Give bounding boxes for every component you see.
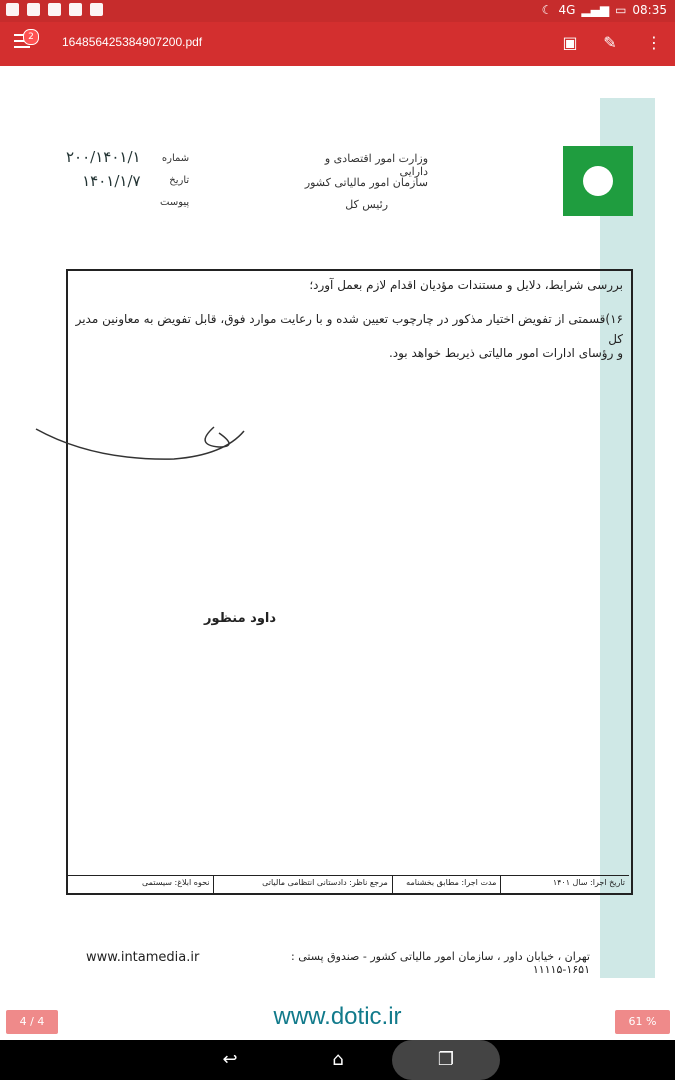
- moon-icon: ☾: [541, 3, 553, 17]
- document-title: 1648564253849072​00.pdf: [62, 35, 203, 49]
- back-icon[interactable]: ↩: [222, 1049, 238, 1070]
- network-type: 4G: [558, 3, 576, 17]
- notification-icons: [6, 3, 103, 16]
- letter-body: [66, 269, 633, 895]
- website-text: www.intamedia.ir: [86, 950, 200, 965]
- app-toolbar: [0, 22, 675, 66]
- pdf-page: [0, 66, 675, 1040]
- signer-name: داود منظور: [204, 611, 277, 626]
- pdf-viewer[interactable]: [0, 66, 675, 1040]
- site-watermark: www.dotic.ir: [273, 1003, 402, 1030]
- address-line: تهران ، خیابان داور ، سازمان امور مالیاتی کشور - صندوق پستی : ۱۶۵۱-۱۱۱۱۵: [291, 950, 590, 976]
- header-title: رئیس کل: [345, 198, 388, 211]
- organization-logo: [563, 146, 633, 216]
- system-status: [542, 3, 667, 17]
- home-icon[interactable]: ⌂: [332, 1049, 344, 1070]
- body-line-1: بررسی شرایط، دلایل و مستندات مؤدیان اقدام لازم بعمل آورد؛: [309, 278, 623, 292]
- meta-values: ۲۰۰/۱۴۰۱/۱ ۱۴۰۱/۱/۷: [66, 148, 141, 190]
- recent-apps-icon[interactable]: ❐: [437, 1049, 455, 1070]
- clock: 08:35: [632, 3, 667, 17]
- navigation-bar: [0, 1040, 675, 1080]
- header-organization: سازمان امور مالیاتی کشور: [304, 176, 428, 189]
- edit-pencil-icon[interactable]: ✎: [603, 33, 617, 52]
- page-indicator[interactable]: 4 / 4: [6, 1010, 58, 1034]
- notification-badge: 2: [23, 29, 39, 45]
- status-bar: [0, 0, 675, 22]
- meta-labels: شماره تاریخ پیوست: [160, 153, 190, 208]
- zoom-indicator[interactable]: 61 %: [615, 1010, 670, 1034]
- letter-footer: تاریخ اجرا: سال ۱۴۰۱ مدت اجرا: مطابق بخشنامه مرجع ناظر: دادستانی انتظامی مالیاتی نحوه ابلاغ: سیستمی: [66, 875, 629, 894]
- signal-icon: ▂▄▆: [581, 3, 610, 17]
- battery-icon: ▭: [615, 3, 627, 17]
- pdf-icon[interactable]: ▣: [562, 33, 578, 52]
- body-line-2: ۱۶)قسمتی از تفویض اختیار مذکور در چارچوب تعیین شده و با رعایت موارد فوق، قابل تفویض به معاونین مدیر کل: [75, 312, 623, 346]
- header-ministry: وزارت امور اقتصادی و دارایی: [324, 152, 428, 178]
- overflow-menu-icon[interactable]: ⋮: [646, 33, 662, 52]
- body-line-3: و رؤسای ادارات امور مالیاتی ذیربط خواهد بود.: [388, 346, 623, 360]
- signature: [34, 421, 254, 471]
